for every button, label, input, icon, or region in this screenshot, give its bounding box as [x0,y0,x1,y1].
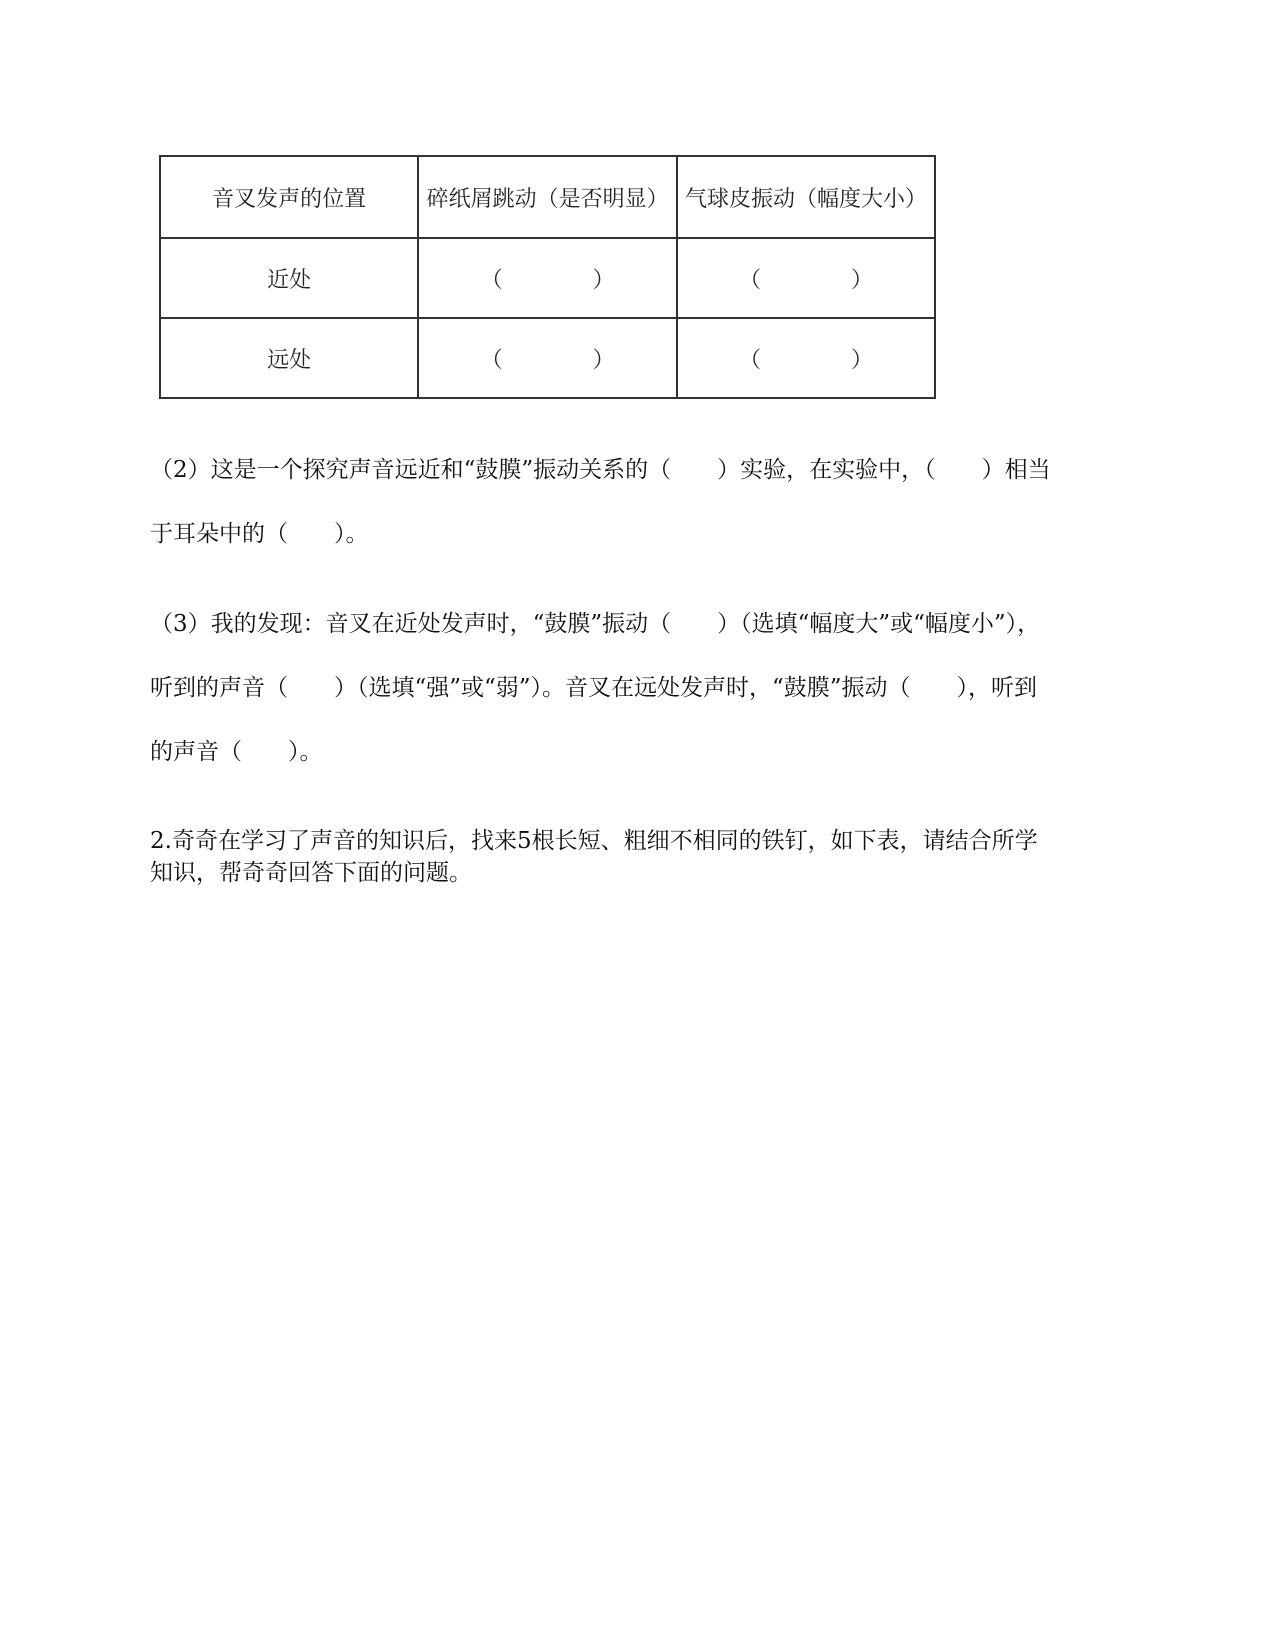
close-paren: ） [851,347,874,373]
close-paren: ） [592,267,615,293]
table-header-row [160,156,935,238]
open-paren: （ [480,267,503,293]
header-cell-balloon: 气球皮振动（幅度大小） [677,156,935,238]
answer-blank-paper-near[interactable] [418,238,677,318]
question-3-line-1: （3）我的发现：音叉在近处发声时，“鼓膜”振动（ ）（选填“幅度大”或“幅度小”）， [150,611,1041,637]
question-2-line-1: （2）这是一个探究声音远近和“鼓膜”振动关系的（ ）实验，在实验中，（ ）相当 [150,457,1051,483]
problem-2-line-2: 知识，帮奇奇回答下面的问题。 [150,860,472,886]
header-cell-paper: 碎纸屑跳动（是否明显） [418,156,677,238]
question-2-line-2: 于耳朵中的（ ）。 [150,521,369,547]
question-3-line-2: 听到的声音（ ）（选填“强”或“弱”）。音叉在远处发声时，“鼓膜”振动（ ），听到 [150,675,1038,701]
answer-blank-balloon-near[interactable] [677,238,935,318]
question-3-line-3: 的声音（ ）。 [150,739,323,765]
answer-blank-balloon-far[interactable] [677,318,935,398]
header-cell-position: 音叉发声的位置 [160,156,418,238]
close-paren: ） [851,267,874,293]
open-paren: （ [480,347,503,373]
problem-2-line-1: 2.奇奇在学习了声音的知识后，找来5根长短、粗细不相同的铁钉，如下表，请结合所学 [150,828,1038,854]
row-label-far: 远处 [160,318,418,398]
table-row [160,238,935,318]
experiment-table [159,155,936,399]
answer-blank-paper-far[interactable] [418,318,677,398]
close-paren: ） [592,347,615,373]
open-paren: （ [739,347,762,373]
open-paren: （ [739,267,762,293]
row-label-near: 近处 [160,238,418,318]
table-row [160,318,935,398]
